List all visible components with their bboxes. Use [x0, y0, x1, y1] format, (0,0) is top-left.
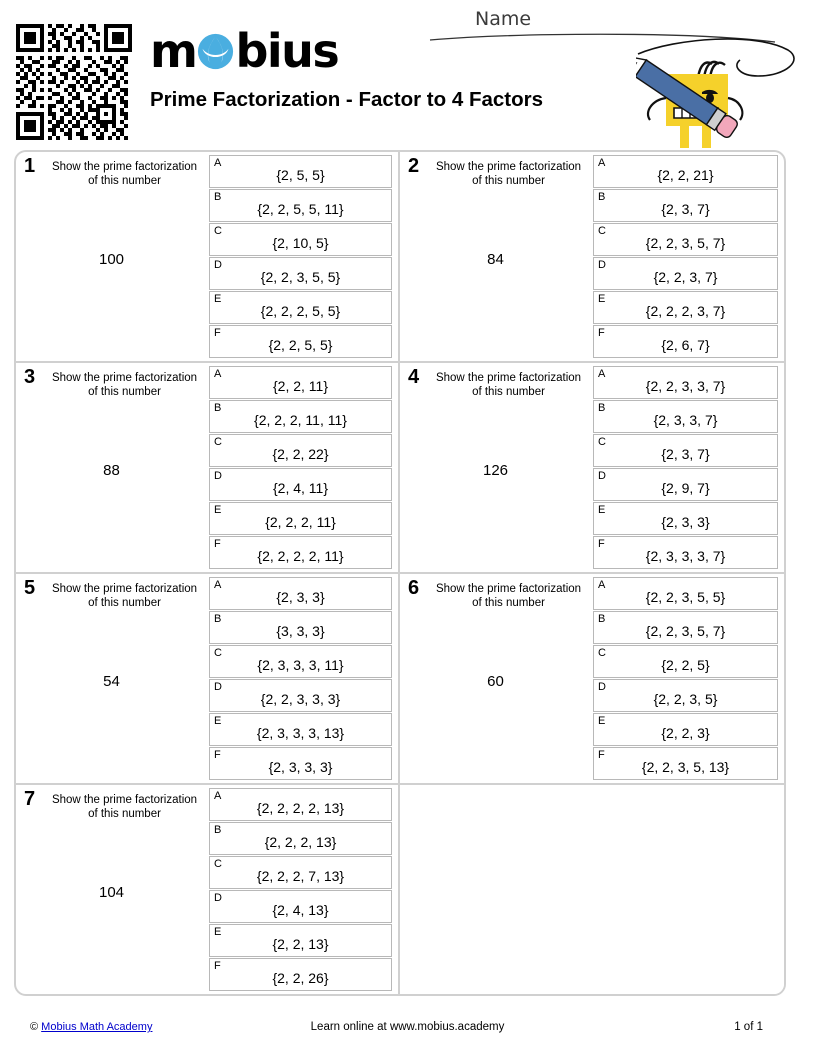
option-4-f[interactable] — [593, 536, 778, 569]
option-2-b[interactable] — [593, 189, 778, 222]
option-text: {2, 4, 11} — [272, 480, 328, 496]
option-text: {2, 2, 3, 5, 7} — [645, 623, 726, 639]
logo-text-m: m — [150, 24, 197, 78]
footer-center-text: Learn online at www.mobius.academy — [310, 1021, 505, 1033]
option-letter: D — [214, 681, 222, 693]
option-text: {2, 2, 3, 3, 3} — [260, 691, 341, 707]
option-text: {2, 2, 2, 3, 7} — [645, 303, 726, 319]
question-row — [16, 152, 784, 363]
question-prompt-1 — [16, 152, 209, 361]
option-letter: F — [214, 538, 221, 550]
option-letter: B — [214, 402, 222, 414]
mobius-math-academy-link[interactable]: Mobius Math Academy — [41, 1021, 153, 1033]
question-row — [16, 574, 784, 785]
question-instruction-6: Show the prime factorization of this number — [435, 583, 582, 610]
option-5-a[interactable] — [209, 577, 392, 610]
question-value-6: 60 — [487, 673, 504, 691]
option-1-a[interactable] — [209, 155, 392, 188]
option-letter: D — [598, 470, 606, 482]
option-text: {2, 2, 2, 11} — [265, 514, 336, 530]
option-letter: F — [214, 749, 221, 761]
option-letter: A — [214, 157, 222, 169]
option-4-a[interactable] — [593, 366, 778, 399]
question-instruction-4: Show the prime factorization of this number — [435, 372, 582, 399]
option-letter: F — [214, 960, 221, 972]
question-options-6 — [593, 574, 784, 783]
option-text: {2, 2, 3, 5} — [653, 691, 718, 707]
question-value-4: 126 — [482, 462, 509, 480]
option-6-f[interactable] — [593, 747, 778, 780]
option-text: {2, 2, 5, 5} — [268, 337, 333, 353]
option-letter: E — [214, 504, 222, 516]
questions-grid — [14, 150, 786, 996]
option-text: {2, 3, 3, 3} — [268, 759, 333, 775]
option-7-a[interactable] — [209, 788, 392, 821]
mascot-icon — [636, 36, 806, 148]
option-2-a[interactable] — [593, 155, 778, 188]
option-letter: A — [598, 157, 606, 169]
option-3-c[interactable] — [209, 434, 392, 467]
option-text: {2, 4, 13} — [272, 902, 329, 918]
question-options-4 — [593, 363, 784, 572]
question-value-1: 100 — [98, 251, 125, 269]
question-cell-4 — [400, 363, 784, 572]
option-letter: A — [598, 368, 606, 380]
page-number: 1 of 1 — [734, 1021, 763, 1033]
option-6-b[interactable] — [593, 611, 778, 644]
option-text: {2, 3, 3, 7} — [653, 412, 718, 428]
option-text: {2, 6, 7} — [661, 337, 710, 353]
option-letter: E — [214, 715, 222, 727]
option-text: {2, 3, 7} — [661, 201, 710, 217]
option-text: {2, 2, 3, 3, 7} — [645, 378, 726, 394]
option-letter: B — [214, 824, 222, 836]
option-text: {2, 2, 2, 5, 5} — [260, 303, 341, 319]
option-text: {2, 2, 2, 11, 11} — [254, 412, 347, 428]
option-letter: D — [214, 259, 222, 271]
option-letter: E — [214, 293, 222, 305]
option-letter: D — [214, 892, 222, 904]
option-6-c[interactable] — [593, 645, 778, 678]
option-6-e[interactable] — [593, 713, 778, 746]
option-3-e[interactable] — [209, 502, 392, 535]
option-letter: C — [214, 647, 222, 659]
option-4-c[interactable] — [593, 434, 778, 467]
option-3-d[interactable] — [209, 468, 392, 501]
option-letter: D — [598, 259, 606, 271]
option-text: {2, 2, 11} — [272, 378, 328, 394]
option-6-d[interactable] — [593, 679, 778, 712]
option-letter: D — [598, 681, 606, 693]
question-prompt-5 — [16, 574, 209, 783]
question-options-1 — [209, 152, 398, 361]
option-text: {2, 2, 2, 13} — [264, 834, 337, 850]
option-letter: B — [598, 191, 606, 203]
question-value-3: 88 — [103, 462, 120, 480]
option-text: {2, 3, 3} — [276, 589, 325, 605]
question-instruction-2: Show the prime factorization of this number — [435, 161, 582, 188]
option-letter: D — [214, 470, 222, 482]
option-7-c[interactable] — [209, 856, 392, 889]
option-text: {2, 2, 21} — [657, 167, 714, 183]
option-3-a[interactable] — [209, 366, 392, 399]
option-6-a[interactable] — [593, 577, 778, 610]
name-label: Name — [475, 8, 532, 30]
option-text: {2, 2, 13} — [272, 936, 329, 952]
question-instruction-7: Show the prime factorization of this number — [51, 794, 198, 821]
option-letter: C — [598, 436, 606, 448]
option-1-f[interactable] — [209, 325, 392, 358]
question-number-1: 1 — [24, 155, 36, 177]
option-text: {2, 3, 7} — [661, 446, 710, 462]
qr-code-icon — [16, 24, 132, 140]
question-value-2: 84 — [487, 251, 504, 269]
option-text: {2, 2, 3, 5, 5} — [645, 589, 726, 605]
option-text: {2, 10, 5} — [272, 235, 329, 251]
question-cell-1 — [16, 152, 400, 361]
question-prompt-3 — [16, 363, 209, 572]
question-instruction-5: Show the prime factorization of this number — [51, 583, 198, 610]
question-prompt-7 — [16, 785, 209, 994]
option-letter: C — [598, 225, 606, 237]
logo-text-bius: bius — [235, 24, 339, 78]
option-letter: A — [598, 579, 606, 591]
option-letter: B — [214, 613, 222, 625]
option-letter: C — [214, 436, 222, 448]
question-cell-6 — [400, 574, 784, 783]
copyright-symbol: © — [30, 1021, 39, 1033]
option-text: {2, 3, 3} — [661, 514, 710, 530]
question-instruction-3: Show the prime factorization of this number — [51, 372, 198, 399]
option-letter: C — [214, 225, 222, 237]
option-letter: E — [214, 926, 222, 938]
option-letter: E — [598, 293, 606, 305]
question-cell-empty — [400, 785, 784, 994]
option-letter: A — [214, 790, 222, 802]
question-cell-2 — [400, 152, 784, 361]
option-text: {2, 2, 3, 5, 7} — [645, 235, 726, 251]
option-text: {2, 2, 3} — [661, 725, 710, 741]
option-7-d[interactable] — [209, 890, 392, 923]
question-number-4: 4 — [408, 366, 420, 388]
page-header — [0, 0, 815, 148]
option-1-e[interactable] — [209, 291, 392, 324]
question-number-6: 6 — [408, 577, 420, 599]
question-cell-3 — [16, 363, 400, 572]
option-letter: E — [598, 715, 606, 727]
option-1-d[interactable] — [209, 257, 392, 290]
option-5-c[interactable] — [209, 645, 392, 678]
question-number-2: 2 — [408, 155, 420, 177]
option-letter: B — [214, 191, 222, 203]
option-4-b[interactable] — [593, 400, 778, 433]
question-number-5: 5 — [24, 577, 36, 599]
option-letter: A — [214, 579, 222, 591]
question-options-7 — [209, 785, 398, 994]
option-7-e[interactable] — [209, 924, 392, 957]
page-footer — [0, 1016, 815, 1038]
question-value-5: 54 — [103, 673, 120, 691]
option-text: {2, 3, 3, 3, 7} — [645, 548, 726, 564]
option-2-d[interactable] — [593, 257, 778, 290]
option-text: {2, 2, 3, 5, 13} — [641, 759, 730, 775]
option-text: {2, 2, 5} — [661, 657, 710, 673]
question-row — [16, 363, 784, 574]
option-text: {2, 2, 22} — [272, 446, 329, 462]
question-prompt-6 — [400, 574, 593, 783]
option-2-e[interactable] — [593, 291, 778, 324]
question-cell-7 — [16, 785, 400, 994]
question-options-5 — [209, 574, 398, 783]
option-2-f[interactable] — [593, 325, 778, 358]
question-prompt-4 — [400, 363, 593, 572]
option-5-b[interactable] — [209, 611, 392, 644]
question-row — [16, 785, 784, 994]
option-2-c[interactable] — [593, 223, 778, 256]
option-4-e[interactable] — [593, 502, 778, 535]
option-1-b[interactable] — [209, 189, 392, 222]
option-letter: B — [598, 402, 606, 414]
question-cell-5 — [16, 574, 400, 783]
option-letter: F — [598, 538, 605, 550]
option-letter: B — [598, 613, 606, 625]
option-letter: F — [598, 749, 605, 761]
question-prompt-2 — [400, 152, 593, 361]
option-text: {2, 5, 5} — [276, 167, 325, 183]
question-value-7: 104 — [98, 884, 125, 902]
option-7-f[interactable] — [209, 958, 392, 991]
question-number-7: 7 — [24, 788, 36, 810]
option-4-d[interactable] — [593, 468, 778, 501]
option-text: {2, 2, 2, 2, 13} — [256, 800, 345, 816]
option-letter: F — [214, 327, 221, 339]
page-title: Prime Factorization - Factor to 4 Factors — [150, 88, 543, 111]
question-number-3: 3 — [24, 366, 36, 388]
footer-copyright — [30, 1021, 152, 1033]
option-text: {2, 2, 26} — [272, 970, 329, 986]
option-text: {2, 9, 7} — [661, 480, 710, 496]
option-letter: A — [214, 368, 222, 380]
option-letter: C — [214, 858, 222, 870]
question-options-2 — [593, 152, 784, 361]
option-text: {3, 3, 3} — [276, 623, 325, 639]
option-text: {2, 2, 2, 2, 11} — [257, 548, 344, 564]
option-letter: E — [598, 504, 606, 516]
option-5-d[interactable] — [209, 679, 392, 712]
option-7-b[interactable] — [209, 822, 392, 855]
question-instruction-1: Show the prime factorization of this number — [51, 161, 198, 188]
option-letter: F — [598, 327, 605, 339]
option-3-b[interactable] — [209, 400, 392, 433]
option-1-c[interactable] — [209, 223, 392, 256]
option-5-e[interactable] — [209, 713, 392, 746]
option-5-f[interactable] — [209, 747, 392, 780]
question-options-3 — [209, 363, 398, 572]
option-text: {2, 3, 3, 3, 11} — [257, 657, 344, 673]
option-text: {2, 2, 3, 5, 5} — [260, 269, 341, 285]
option-text: {2, 2, 5, 5, 11} — [257, 201, 344, 217]
option-3-f[interactable] — [209, 536, 392, 569]
option-text: {2, 2, 3, 7} — [653, 269, 718, 285]
option-text: {2, 2, 2, 7, 13} — [256, 868, 345, 884]
option-letter: C — [598, 647, 606, 659]
mobius-swoosh-icon — [197, 33, 234, 70]
option-text: {2, 3, 3, 3, 13} — [256, 725, 345, 741]
